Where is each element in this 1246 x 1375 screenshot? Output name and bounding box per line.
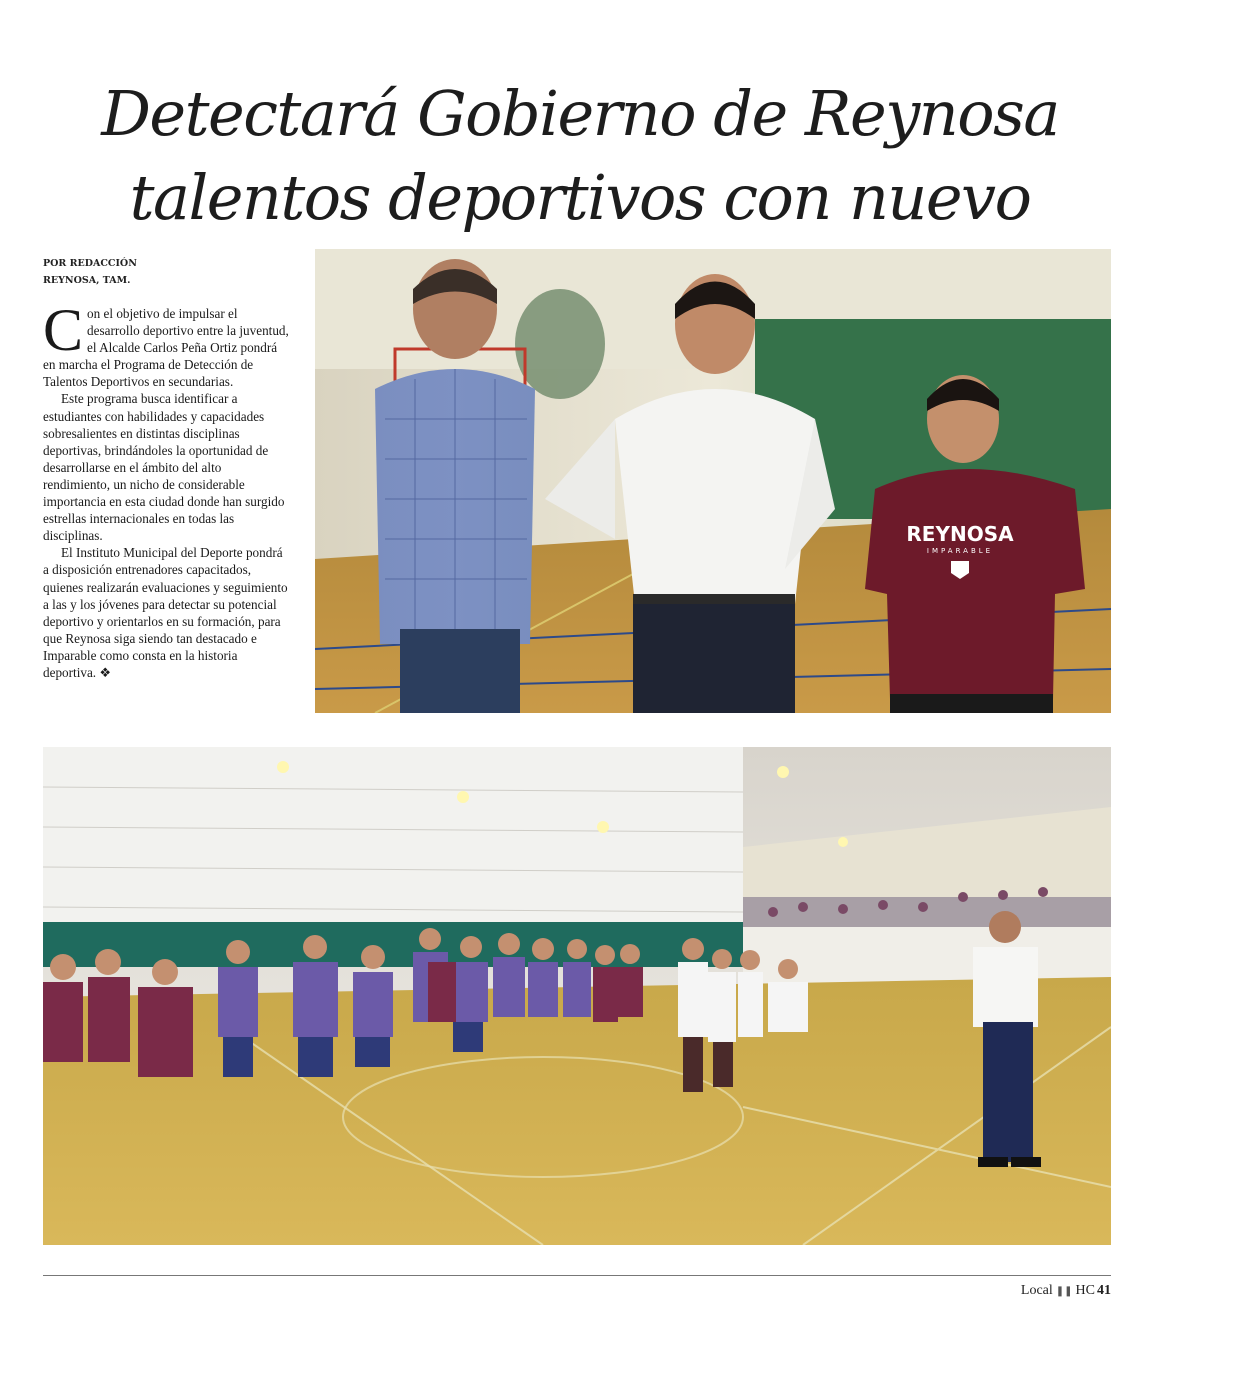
headline-line-2: talentos deportivos con nuevo [129, 161, 1031, 234]
paragraph-2: Este programa busca identificar a estudiantes con habilidades y capacidades sobresalientes en distintas disciplinas deportivas, brindándoles la oportunidad de desarrollarse en el ámbito del alto rendimiento, un nicho de considerable importancia en esta ciudad donde han surgido estrellas internacionales en todas las disciplinas. [43, 391, 285, 544]
photo-officials-illustration [315, 249, 1111, 713]
byline: POR REDACCIÓN [43, 258, 137, 269]
page-folio [1021, 1283, 1111, 1299]
photo-students-gym [43, 747, 1111, 1245]
byline-block [43, 255, 293, 289]
shirt-text: REYNOSA [906, 522, 1014, 546]
headline-line-1: Detectará Gobierno de Reynosa [101, 77, 1059, 150]
section-name: Local [1020, 1283, 1053, 1298]
page-number: 41 [1097, 1283, 1111, 1298]
folio-separator: ❚❚ [1055, 1286, 1073, 1297]
paragraph-3-text: El Instituto Municipal del Deporte pondrá a disposición entrenadores capacitados, quienes realizarán evaluaciones y seguimiento a las y los jóvenes para detectar su potencial deportivo y orientarlos en su formación, para que Reynosa siga siendo tan destacado e Imparable como consta en la historia deportiva. [43, 545, 288, 680]
paragraph-1 [43, 297, 289, 390]
shirt-subtext: IMPARABLE [926, 547, 994, 555]
paragraph-3 [43, 544, 289, 681]
photo-students-illustration [43, 747, 1111, 1245]
publication-name: HC [1075, 1283, 1095, 1298]
footer-rule [43, 1275, 1111, 1276]
end-mark: ❖ [99, 664, 112, 680]
photo-officials-talking [315, 249, 1111, 713]
dropcap: C [43, 297, 84, 363]
article-body [43, 297, 289, 681]
paragraph-1-text: on el objetivo de impulsar el desarrollo deportivo entre la juventud, el Alcalde Carlos Peña Ortiz pondrá en marcha el Programa de Detección de Talentos Deportivos en secundarias. [43, 306, 289, 390]
dateline: REYNOSA, TAM. [43, 275, 131, 286]
